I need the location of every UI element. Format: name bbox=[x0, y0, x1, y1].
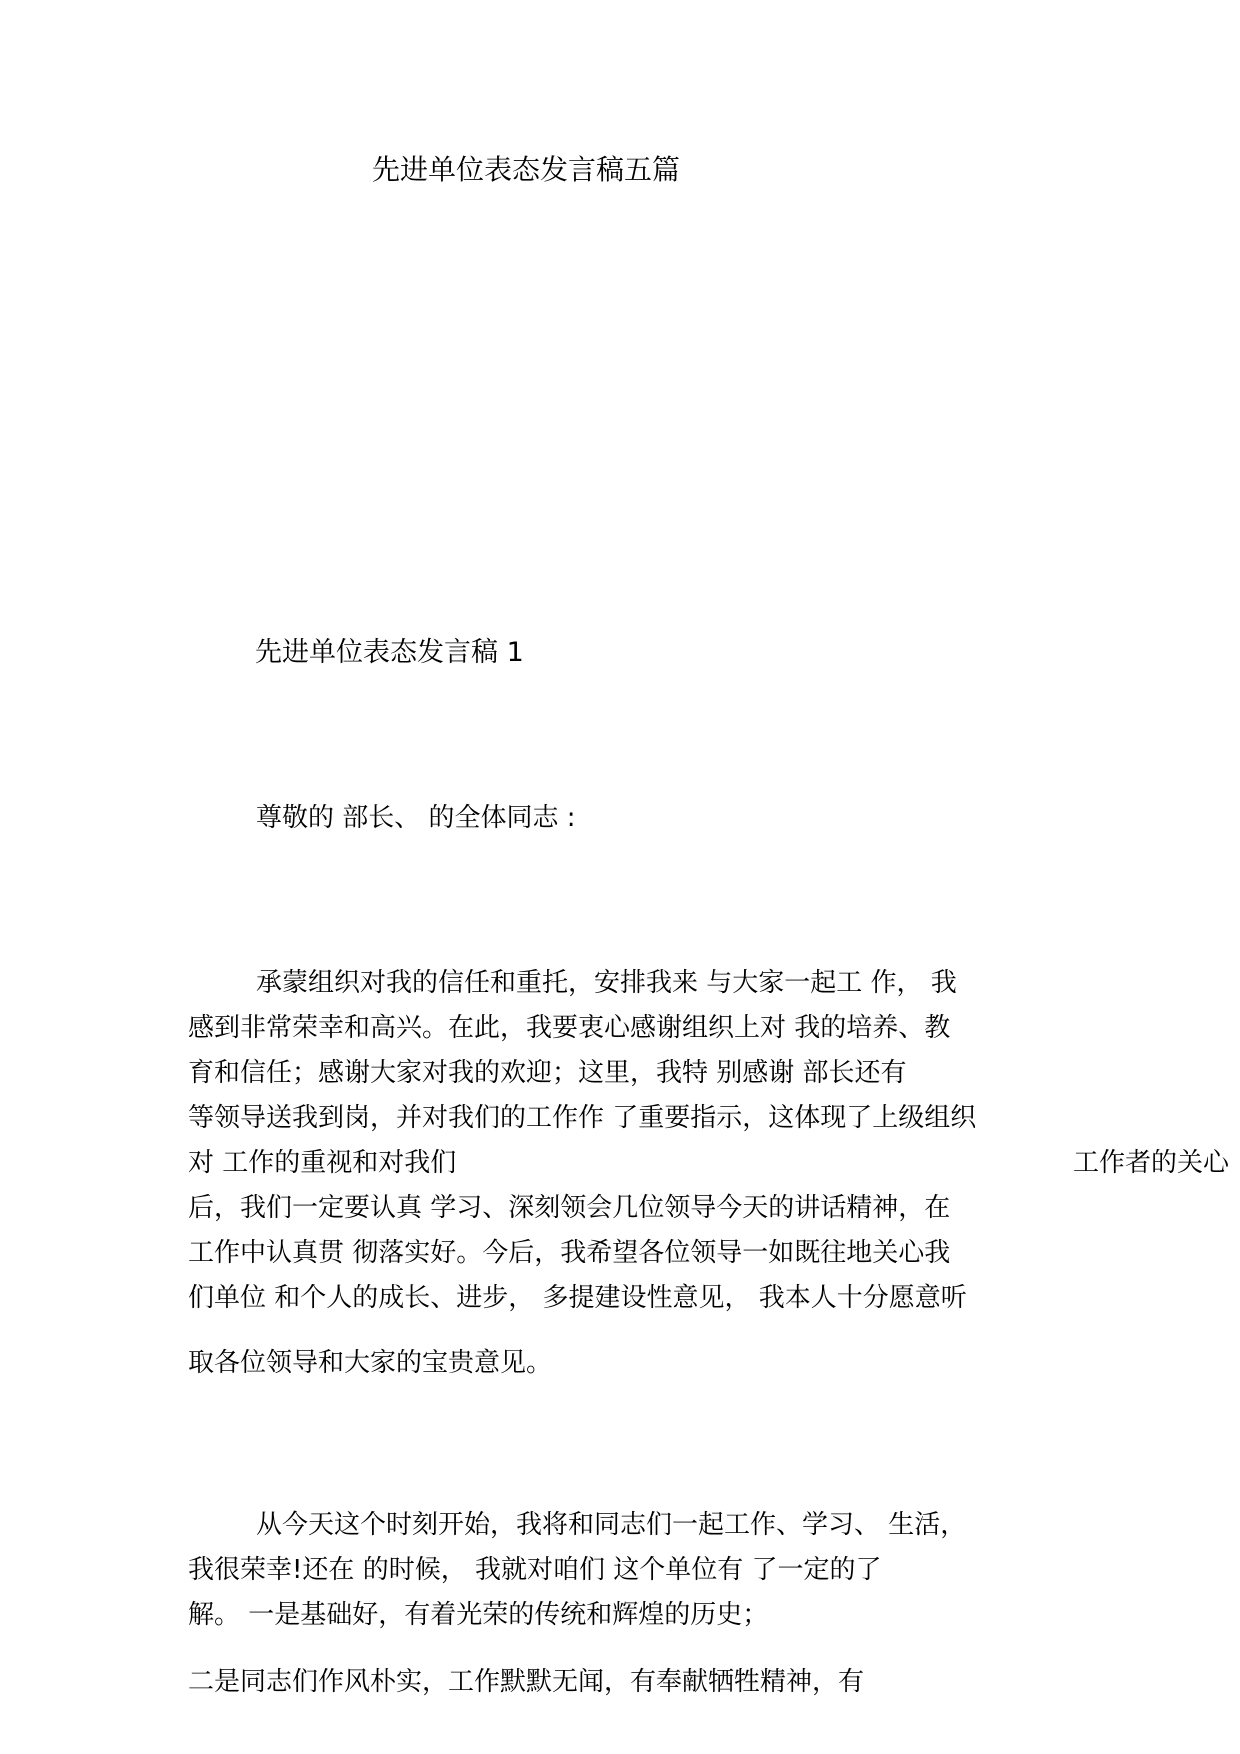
salutation: 尊敬的 部长、 的全体同志 : bbox=[256, 803, 576, 833]
paragraph-line: 承蒙组织对我的信任和重托，安排我来 与大家一起工 作， 我 bbox=[256, 968, 957, 998]
paragraph-line: 育和信任；感谢大家对我的欢迎；这里，我特 别感谢 部长还有 bbox=[188, 1058, 907, 1088]
paragraph-line-clipped: 工作者的关心 bbox=[1073, 1148, 1230, 1178]
paragraph-line: 我很荣幸!还在 的时候， 我就对咱们 这个单位有 了一定的了 bbox=[188, 1555, 882, 1585]
paragraph-line: 等领导送我到岗，并对我们的工作作 了重要指示，这体现了上级组织 bbox=[188, 1103, 977, 1133]
document-title: 先进单位表态发言稿五篇 bbox=[372, 153, 681, 186]
paragraph-line: 从今天这个时刻开始，我将和同志们一起工作、学习、 生活， bbox=[256, 1510, 967, 1540]
paragraph-line: 二是同志们作风朴实，工作默默无闻，有奉献牺牲精神，有 bbox=[188, 1667, 865, 1697]
paragraph-line: 取各位领导和大家的宝贵意见。 bbox=[188, 1348, 553, 1378]
paragraph-line: 感到非常荣幸和高兴。在此，我要衷心感谢组织上对 我的培养、教 bbox=[188, 1013, 951, 1043]
paragraph-line: 工作中认真贯 彻落实好。今后，我希望各位领导一如既往地关心我 bbox=[188, 1238, 951, 1268]
paragraph-line: 后，我们一定要认真 学习、深刻领会几位领导今天的讲话精神，在 bbox=[188, 1193, 951, 1223]
paragraph-line: 们单位 和个人的成长、进步， 多提建设性意见， 我本人十分愿意听 bbox=[188, 1283, 967, 1313]
section-heading: 先进单位表态发言稿 1 bbox=[255, 637, 524, 668]
paragraph-line: 解。 一是基础好，有着光荣的传统和辉煌的历史； bbox=[188, 1600, 769, 1630]
paragraph-line: 对 工作的重视和对我们 bbox=[188, 1148, 457, 1178]
